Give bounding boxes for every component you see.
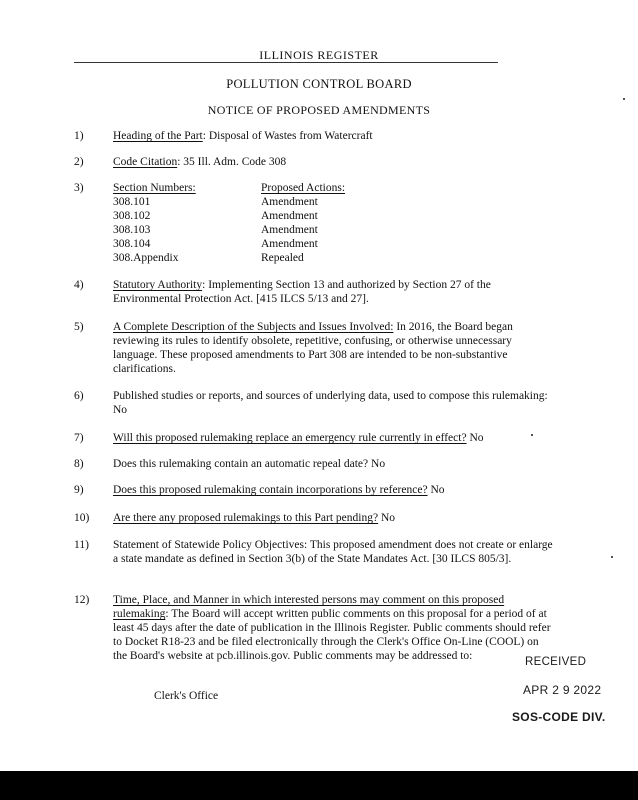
- proposed-action: Amendment: [261, 224, 318, 236]
- item-text: : The Board will accept written public comments on this proposal for a period of at least 45 days after the date of publication in the Illinois Register. Public comments should refer to Docket R18-23 and be filed electronically through the Clerk's Office On-Line (COOL) on the Board's website at pcb.illinois.gov. Public comments may be addressed to:: [113, 608, 551, 662]
- item-number: 6): [74, 390, 84, 402]
- division-stamp: SOS-CODE DIV.: [512, 710, 606, 724]
- item-body: [113, 155, 553, 169]
- proposed-action: Amendment: [261, 196, 318, 208]
- item-body: [113, 389, 553, 417]
- item-number: 2): [74, 156, 84, 168]
- scan-speck: [623, 98, 625, 100]
- item-text: : No: [113, 390, 548, 416]
- item-number: 12): [74, 594, 90, 606]
- item-label: Code Citation: [113, 156, 178, 168]
- item-body: [113, 320, 553, 376]
- proposed-action: Repealed: [261, 252, 304, 264]
- item-body: [113, 129, 553, 143]
- section-number: 308.102: [113, 210, 151, 222]
- item-text: : Disposal of Wastes from Watercraft: [202, 130, 373, 142]
- item-number: 7): [74, 432, 84, 444]
- section-numbers-header: Section Numbers:: [113, 182, 196, 194]
- item-label: Does this proposed rulemaking contain incorporations by reference?: [113, 484, 428, 496]
- item-body: [113, 483, 553, 497]
- item-body: [113, 278, 553, 306]
- proposed-action: Amendment: [261, 210, 318, 222]
- notice-title: NOTICE OF PROPOSED AMENDMENTS: [207, 103, 431, 117]
- received-date-stamp: APR 2 9 2022: [523, 683, 602, 697]
- scan-speck: [531, 434, 533, 436]
- proposed-actions-header: Proposed Actions:: [261, 182, 346, 194]
- item-number: 10): [74, 512, 90, 524]
- item-text: No: [466, 432, 484, 444]
- item-body: [113, 457, 553, 471]
- item-number: 5): [74, 321, 84, 333]
- item-label: Published studies or reports, and sources of underlying data, used to compose this rulemaking: [113, 390, 545, 402]
- section-number: 308.101: [113, 196, 151, 208]
- item-number: 8): [74, 458, 84, 470]
- item-text: No: [378, 512, 396, 524]
- item-label: Will this proposed rulemaking replace an emergency rule currently in effect?: [113, 432, 467, 444]
- item-body: [113, 431, 553, 445]
- item-number: 4): [74, 279, 84, 291]
- item-label: Are there any proposed rulemakings to this Part pending?: [113, 512, 379, 524]
- item-label: Does this rulemaking contain an automatic repeal date?: [113, 458, 369, 470]
- item-text: No: [368, 458, 386, 470]
- section-number: 308.Appendix: [113, 252, 179, 264]
- item-text: : This proposed amendment does not create or enlarge a state mandate as defined in Section 3(b) of the State Mandates Act. [30 ILCS 805/3].: [113, 539, 553, 565]
- scan-speck: [611, 556, 613, 558]
- item-body: [113, 593, 553, 663]
- item-label: A Complete Description of the Subjects and Issues Involved:: [113, 321, 394, 333]
- register-header: ILLINOIS REGISTER: [259, 48, 379, 62]
- header-rule: [74, 62, 498, 63]
- scan-bottom-bar: [0, 771, 638, 800]
- section-number: 308.103: [113, 224, 151, 236]
- item-number: 3): [74, 182, 84, 194]
- item-body: [113, 511, 553, 525]
- section-number: 308.104: [113, 238, 151, 250]
- item-number: 9): [74, 484, 84, 496]
- item-number: 11): [74, 539, 89, 551]
- board-title: POLLUTION CONTROL BOARD: [226, 77, 412, 91]
- item-text: In 2016, the Board began reviewing its rules to identify obsolete, repetitive, confusing, or otherwise unnecessary language. These proposed amendments to Part 308 are intended to be non-substantive clarifications.: [113, 321, 513, 375]
- item-label: Statutory Authority: [113, 279, 203, 291]
- item-label: Statement of Statewide Policy Objectives: [113, 539, 304, 551]
- item-number: 1): [74, 130, 84, 142]
- item-body: [113, 538, 553, 566]
- item-label: Time, Place, and Manner in which interested persons may comment on this proposed rulemaking: [113, 594, 505, 620]
- addressee: Clerk's Office: [154, 690, 219, 702]
- received-stamp: RECEIVED: [525, 656, 587, 668]
- item-text: No: [427, 484, 445, 496]
- item-label: Heading of the Part: [113, 130, 203, 142]
- item-text: : 35 Ill. Adm. Code 308: [177, 156, 287, 168]
- item-text: : Implementing Section 13 and authorized by Section 27 of the Environmental Protection Act. [415 ILCS 5/13 and 27].: [113, 279, 491, 305]
- proposed-action: Amendment: [261, 238, 318, 250]
